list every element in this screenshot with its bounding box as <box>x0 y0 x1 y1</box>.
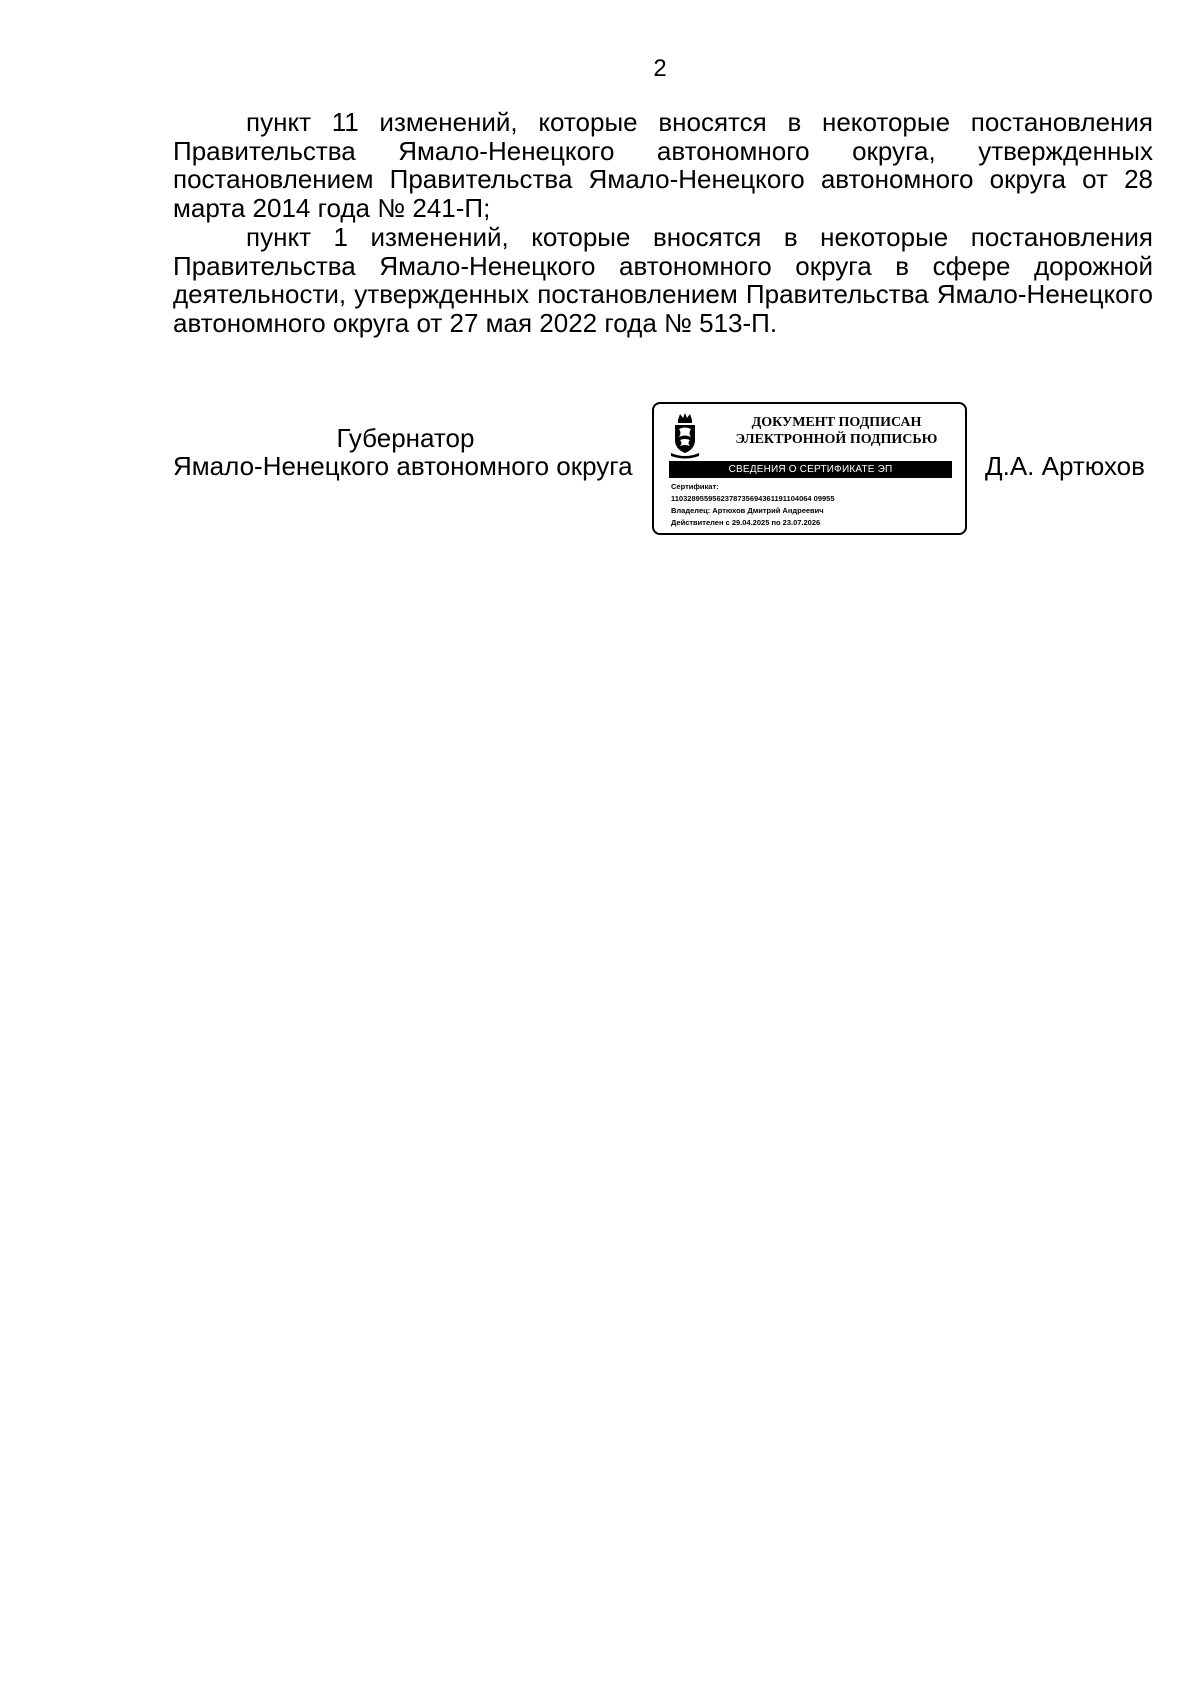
certificate-validity: Действителен с 29.04.2025 по 23.07.2026 <box>671 518 821 527</box>
paragraph-2: пункт 1 изменений, которые вносятся в некоторые постановления Правительства Ямало-Ненецкого автономного округа в сфере дорожной деятельности, утвержденных постановлением Правительства Ямало-Ненецкого автономного округа от 27 мая 2022 года № 513-П. <box>173 221 1153 338</box>
signer-position <box>173 424 643 480</box>
certificate-number: 1103289559562378735694361191104064 09955 <box>671 494 835 503</box>
certificate-owner: Владелец: Артюхов Дмитрий Андреевич <box>671 506 824 515</box>
coat-of-arms-icon <box>668 412 702 460</box>
esign-title-line1: ДОКУМЕНТ ПОДПИСАН <box>751 415 922 430</box>
page-number: 2 <box>653 55 667 82</box>
certificate-label: Сертификат: <box>671 482 719 491</box>
signer-region: Ямало-Ненецкого автономного округа <box>173 451 633 481</box>
signer-name: Д.А. Артюхов <box>985 451 1145 481</box>
document-body <box>173 108 1153 338</box>
signer-title: Губернатор <box>336 423 475 453</box>
certificate-details <box>671 481 956 529</box>
electronic-signature-stamp <box>652 402 967 535</box>
esign-title-line2: ЭЛЕКТРОННОЙ ПОДПИСЬЮ <box>735 432 938 447</box>
paragraph-1: пункт 11 изменений, которые вносятся в некоторые постановления Правительства Ямало-Ненецкого автономного округа, утвержденных постановлением Правительства Ямало-Ненецкого автономного округа от 28 марта 2014 года № 241-П; <box>173 107 1153 224</box>
esign-title <box>714 414 959 448</box>
signature-block <box>0 402 1200 542</box>
certificate-info-bar: СВЕДЕНИЯ О СЕРТИФИКАТЕ ЭП <box>669 461 952 478</box>
